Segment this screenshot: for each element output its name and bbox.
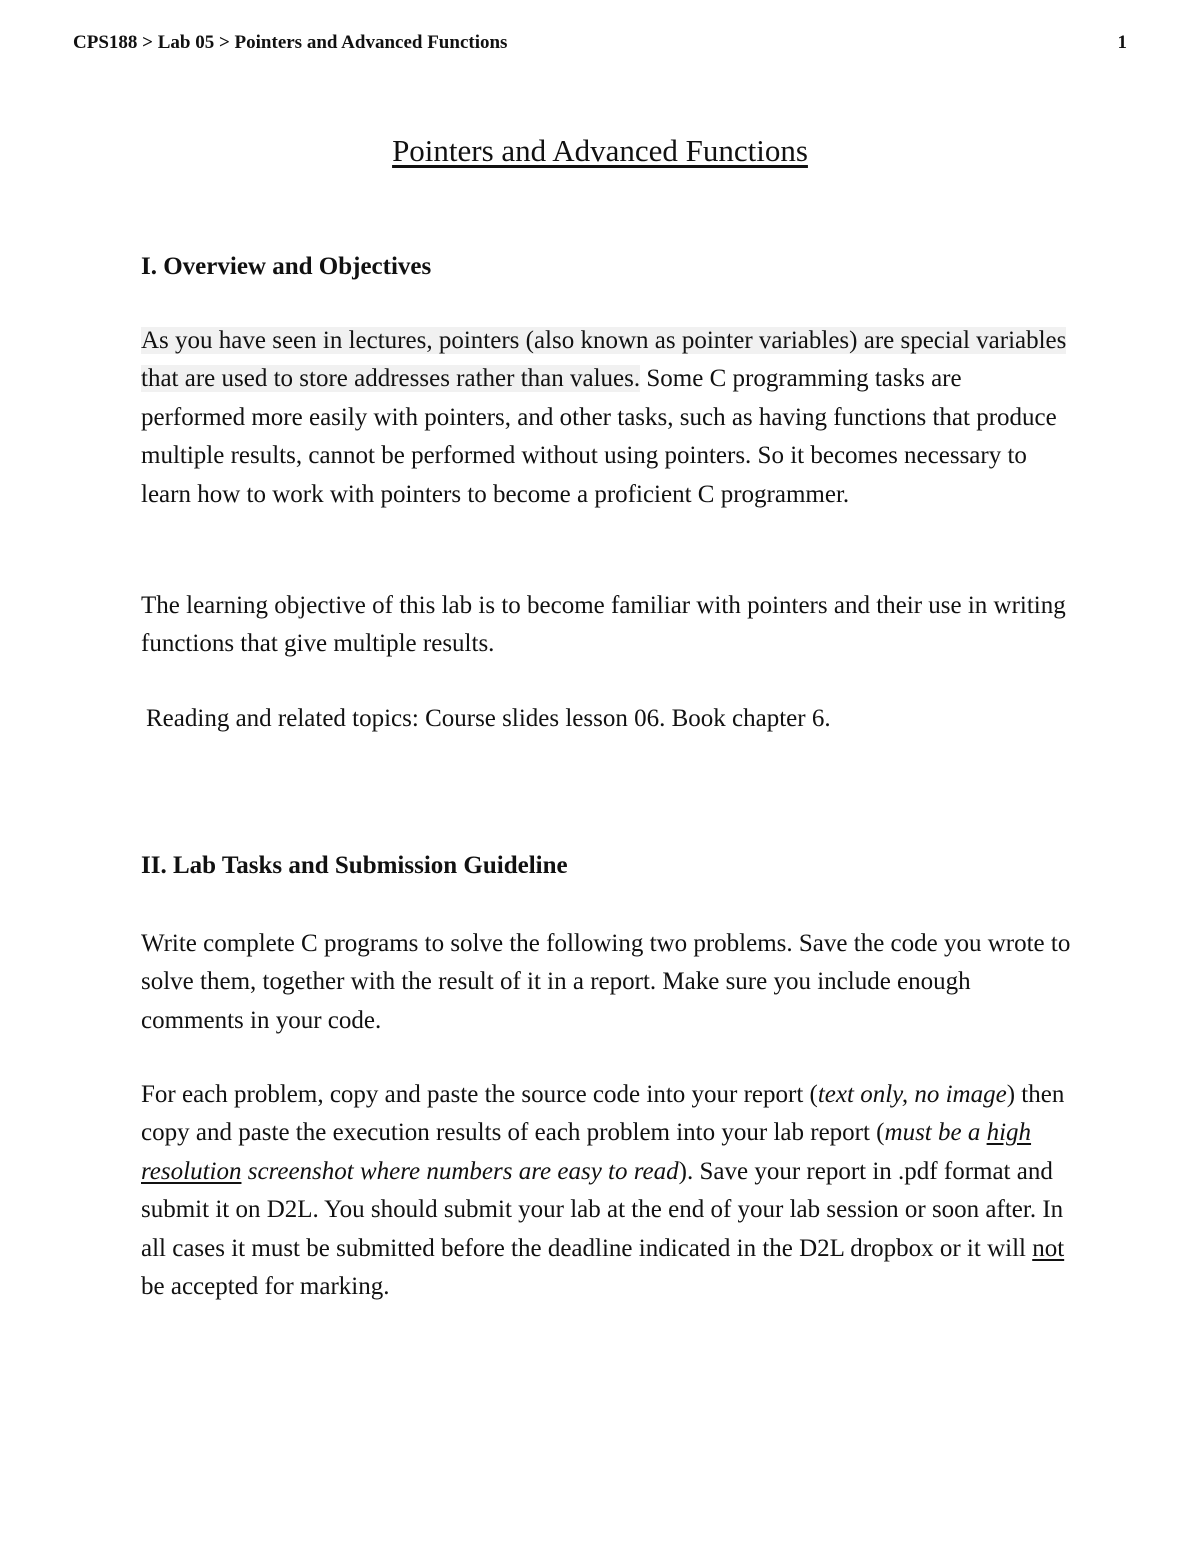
page-header	[73, 32, 1127, 60]
submission-text-italic-3: screenshot where numbers are easy to read	[241, 1157, 679, 1185]
highlighted-text: As you have seen in lectures, pointers (also known as pointer variables) are special variables that are used to store addresses rather than values.	[141, 327, 1067, 393]
overview-paragraph	[141, 322, 1071, 514]
breadcrumb: CPS188 > Lab 05 > Pointers and Advanced Functions	[73, 32, 508, 53]
page-title-container	[0, 133, 1200, 169]
submission-text-italic-2: must be a	[884, 1119, 987, 1147]
submission-paragraph	[141, 1076, 1071, 1306]
submission-text-2: ) then copy and paste the execution results of each problem into your lab report (	[141, 1081, 1065, 1147]
overview-text: Some C programming tasks are performed more easily with pointers, and other tasks, such as having functions that produce multiple results, cannot be performed without using pointers. So it becomes necessary to learn how to work with pointers to become a proficient C programmer.	[141, 365, 1057, 508]
submission-text-italic-1: text only, no image	[817, 1081, 1007, 1108]
page-title: Pointers and Advanced Functions	[392, 133, 808, 168]
page-number: 1	[1117, 32, 1127, 53]
submission-text-not: not	[1032, 1234, 1065, 1262]
submission-text-high-resolution: high resolution	[141, 1119, 1032, 1185]
submission-text-1: For each problem, copy and paste the source code into your report (	[141, 1081, 818, 1108]
objective-paragraph: The learning objective of this lab is to become familiar with pointers and their use in writing functions that give multiple results.	[141, 592, 1066, 658]
submission-text-3: ). Save your report in .pdf format and submit it on D2L. You should submit your lab at the end of your lab session or soon after. In all cases it must be submitted before the deadline indicated in the D2L dropbox or it will	[141, 1157, 1064, 1262]
reading-paragraph: Reading and related topics: Course slides lesson 06. Book chapter 6.	[146, 705, 831, 732]
section-2-heading: II. Lab Tasks and Submission Guideline	[141, 852, 568, 879]
tasks-paragraph: Write complete C programs to solve the following two problems. Save the code you wrote to solve them, together with the result of it in a report. Make sure you include enough comments in your code.	[141, 930, 1071, 1034]
section-1-heading: I. Overview and Objectives	[141, 253, 432, 280]
submission-text-4: be accepted for marking.	[141, 1273, 390, 1301]
